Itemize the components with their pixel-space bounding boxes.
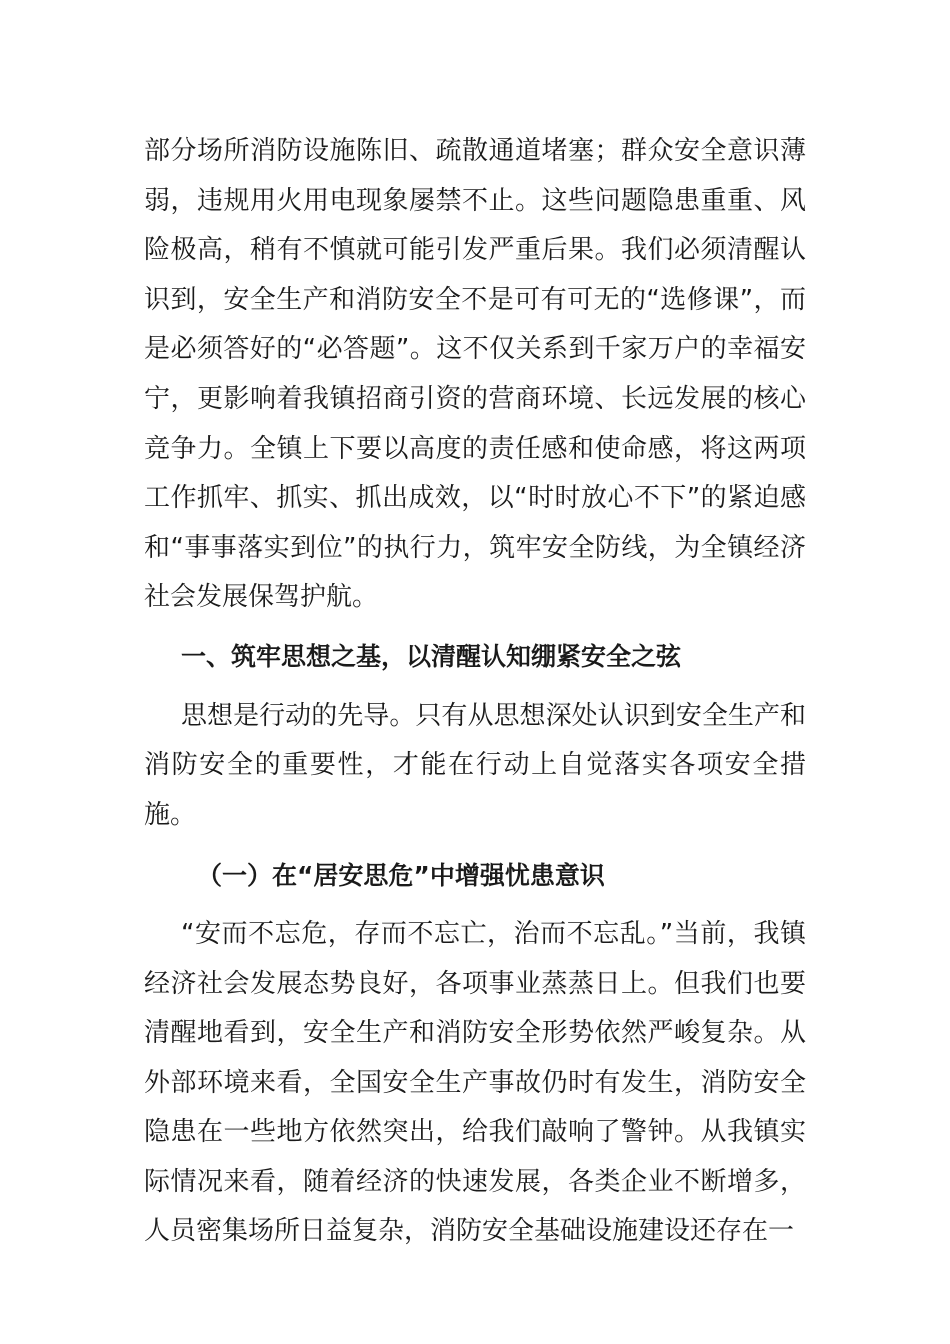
paragraph-thought: 思想是行动的先导。只有从思想深处认识到安全生产和消防安全的重要性，才能在行动上自觉落实各项安全措施。 bbox=[144, 700, 806, 830]
document-page bbox=[144, 127, 806, 1257]
subsection-heading-1-1: （一）在“居安思危”中增强忧患意识 bbox=[197, 861, 605, 891]
paragraph-danger: “安而不忘危，存而不忘亡，治而不忘乱。”当前，我镇经济社会发展态势良好，各项事业蒸蒸日上。但我们也要清醒地看到，安全生产和消防安全形势依然严峻复杂。从外部环境来看，全国安全生产事故仍时有发生，消防安全隐患在一些地方依然突出，给我们敲响了警钟。从我镇实际情况来看，随着经济的快速发展，各类企业不断增多，人员密集场所日益复杂，消防安全基础设施建设还存在一 bbox=[144, 918, 806, 1247]
section-heading-1: 一、筑牢思想之基，以清醒认知绷紧安全之弦 bbox=[181, 641, 682, 671]
paragraph-intro: 部分场所消防设施陈旧、疏散通道堵塞；群众安全意识薄弱，违规用火用电现象屡禁不止。这些问题隐患重重、风险极高，稍有不慎就可能引发严重后果。我们必须清醒认识到，安全生产和消防安全不是可有可无的“选修课”，而是必须答好的“必答题”。这不仅关系到千家万户的幸福安宁，更影响着我镇招商引资的营商环境、长远发展的核心竞争力。全镇上下要以高度的责任感和使命感，将这两项工作抓牢、抓实、抓出成效，以“时时放心不下”的紧迫感和“事事落实到位”的执行力，筑牢安全防线，为全镇经济社会发展保驾护航。 bbox=[144, 136, 806, 613]
